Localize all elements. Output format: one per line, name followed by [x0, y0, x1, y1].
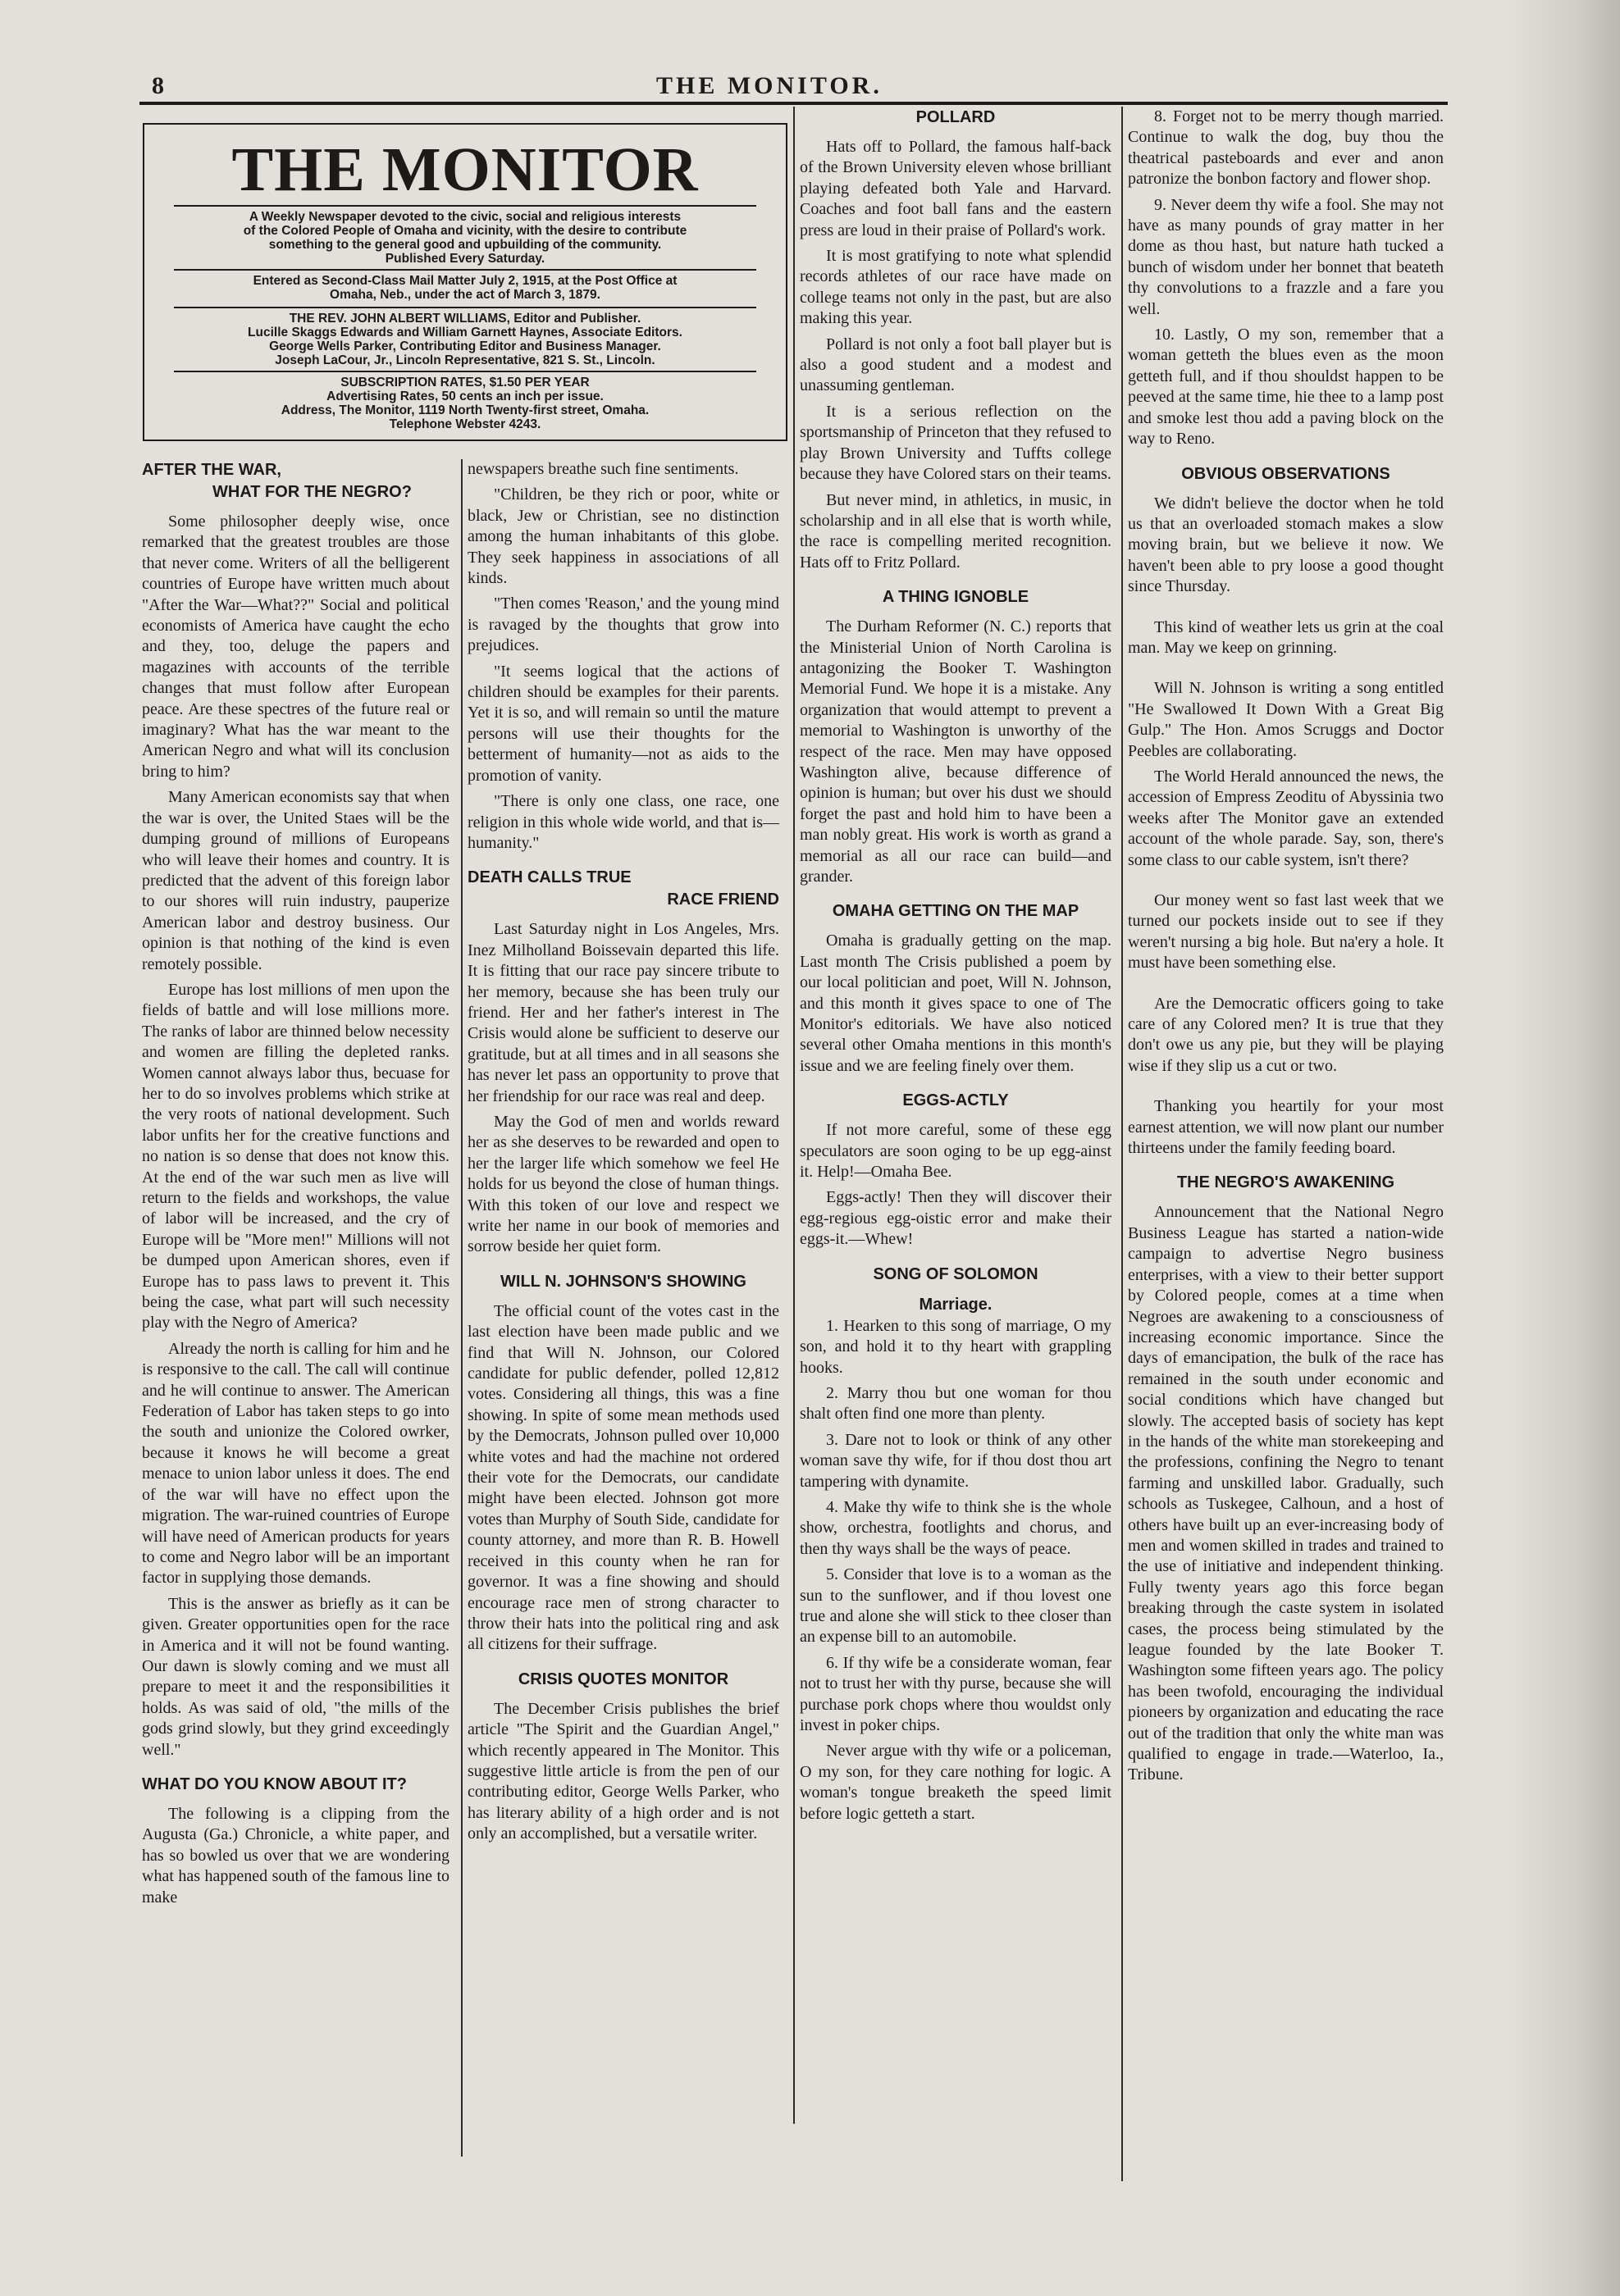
paragraph: The official count of the votes cast in the last election have been made public and we find that Will N. Johnson, our Colored candidate for public defender, polled 12,812 votes. Considering all things, this was a fine showing. In spite of some mean methods used by the Democrats, Johnson pulled over 10,000 white votes and had the machine not ordered their vote for the Democrats, our candidate might have been elected. Johnson got more votes than Murphy of South Side, candidate for county attorney, and more than R. B. Howell received in this county when he ran for governor. It was a fine showing and should encourage race men of strong character to throw their hats into the political ring and ask all citizens for their suffrage. — [468, 1301, 779, 1654]
paragraph: Hats off to Pollard, the famous half-back of the Brown University eleven whose brilliant playing defeated both Yale and Harvard. Coaches and foot ball fans and the eastern press are loud in their praise of Pollard's work. — [800, 138, 1111, 239]
paragraph: This is the answer as briefly as it can be given. Greater opportunities open for the race in America and it will not be found wanting. Our dawn is slowly coming and we must all prepare to meet it and the responsibilities it holds. As was said of old, "the mills of the gods grind slowly, but they grind exceedingly well." — [142, 1594, 449, 1759]
paragraph: The World Herald announced the news, the accession of Empress Zeoditu of Abyssinia two weeks after The Monitor gave an extended account of the whole parade. Say, son, there's some class to our cable system, isn't there? — [1128, 767, 1444, 869]
paragraph: Omaha is gradually getting on the map. Last month The Crisis published a poem by our local politician and poet, Will N. Johnson, and this month it gives space to one of The Monitor's editorials. We have also noticed several other Omaha mentions in this month's issue and we are feeling finely over them. — [800, 932, 1111, 1075]
paragraph: Are the Democratic officers going to take care of any Colored men? It is true that they don't owe us any pie, but they will be playing wise if they slip us a cut or two. — [1128, 994, 1444, 1075]
masthead-box — [143, 123, 787, 441]
paragraph: "Children, be they rich or poor, white or black, Jew or Christian, see no distinction among the human inhabitants of this globe. They seek happiness in associations of all kinds. — [468, 485, 779, 588]
masthead-subscription: SUBSCRIPTION RATES, $1.50 PER YEAR Advertising Rates, 50 cents an inch per issue. Address, The Monitor, 1119 North Twenty-first street, Omaha. Telephone Webster 4243. — [281, 376, 650, 431]
paragraph: 8. Forget not to be merry though married. Continue to walk the dog, buy thou the theatrical pasteboards and ever and anon patronize the bonbon factory and flower shop. — [1128, 107, 1444, 189]
paragraph: 6. If thy wife be a considerate woman, fear not to trust her with thy purse, because she will purchase pork chops where thou wouldst only invest in poker chips. — [800, 1653, 1111, 1734]
paragraph: "Then comes 'Reason,' and the young mind is ravaged by the thoughts that grow into prejudices. — [468, 594, 779, 655]
paragraph: But never mind, in athletics, in music, in scholarship and in all else that is worth while, the race is compelling merited recognition. Hats off to Fritz Pollard. — [800, 490, 1111, 572]
paragraph: We didn't believe the doctor when he told us that an overloaded stomach makes a slow moving brain, but we believe it now. We haven't been able to pry loose a good thought since Thursday. — [1128, 494, 1444, 596]
masthead-entry: Entered as Second-Class Mail Matter July 2, 1915, at the Post Office at Omaha, Neb., under the act of March 3, 1879. — [253, 274, 678, 302]
article-thing-ignoble — [800, 586, 1111, 887]
article-death-calls — [468, 867, 779, 1258]
masthead-rule — [174, 371, 756, 372]
headline: OBVIOUS OBSERVATIONS — [1181, 464, 1390, 483]
page-number: 8 — [152, 72, 164, 99]
headline: WHAT FOR THE NEGRO? — [212, 483, 412, 501]
paragraph: newspapers breathe such fine sentiments. — [468, 460, 739, 478]
column-rule — [793, 107, 795, 2124]
paragraph: Last Saturday night in Los Angeles, Mrs. Inez Milholland Boissevain departed this life. It is fitting that our race pay sincere tribute to her memory, because she has been truly our friend. Her and her father's interest in The Crisis would alone be sufficient to deserve our gratitude, but at all times and in all seasons she has never let pass an opportunity to prove that her friendship for our race was real and deep. — [468, 920, 779, 1105]
paragraph: 4. Make thy wife to think she is the whole show, orchestra, footlights and chorus, and then thy ways shall be the ways of peace. — [800, 1497, 1111, 1558]
paragraph: May the God of men and worlds reward her as she deserves to be rewarded and open to her the larger life which somehow we feel He holds for us beyond the close of human things. With this token of our love and respect we write her name in our book of memories and sorrow beside her quiet form. — [468, 1112, 779, 1256]
article-negros-awakening — [1128, 1172, 1444, 1785]
paragraph: Announcement that the National Negro Business League has started a nation-wide campaign to advertise Negro business enterprises, with a view to their better support by Colored people, comes at a time when Negroes are awakening to a consciousness of increasing economic importance. Since the days of emancipation, the bulk of the race has remained in the south under economic and social conditions which have changed but slowly. The accepted basis of society has kept in the hands of the white man storekeeping and the professions, confining the Negro to tenant farming and unskilled labor. Gradually, such schools as Tuskegee, Calhoun, and a host of others have built up an ever-increasing body of men and women skilled in trades and trained to the use of initiative and independent thinking. Fully twenty years ago this force began breaking through the caste system in isolated cases, the process being stimulated by the league founded by the late Booker T. Washington some fifteen years ago. The policy has been twofold, encouraging the individual pioneers by organization and educating the race out of the tradition that only the white man was qualified to engage in trade.—Waterloo, Ia., Tribune. — [1128, 1203, 1444, 1784]
paragraph: It is a serious reflection on the sportsmanship of Princeton that they refused to play Brown University and Tuffts college because they have Colored stars on their teams. — [800, 402, 1111, 484]
column-2 — [468, 459, 779, 1850]
headline: OMAHA GETTING ON THE MAP — [832, 902, 1079, 921]
paragraph: Europe has lost millions of men upon the fields of battle and will lose millions more. The ranks of labor are thinned below necessity and women are filling the depleted ranks. Women cannot always labor thus, becuase for her to do so involves problems which strike at the very roots of national development. Such labor unfits her for the creative functions and no nation is so dense that does not know this. At the end of the war such men as live will return to the fields and workshops, the value of labor will be increased, and the cry of Europe will be "More men!" Millions will not be dumped upon American shores, even if Europe has to pass laws to prevent it. This being the case, what part will such necessity play with the Negro of America? — [142, 980, 449, 1332]
paragraph: It is most gratifying to note what splendid records athletes of our race have made on college teams not only in the past, but are also making this year. — [800, 247, 1111, 328]
column-1 — [142, 459, 449, 1913]
headline: SONG OF SOLOMON — [873, 1264, 1038, 1283]
article-what-do-you-know — [142, 1774, 449, 1908]
article-crisis-quotes — [468, 1669, 779, 1845]
paragraph: The Durham Reformer (N. C.) reports that the Ministerial Union of North Carolina is antagonizing the Booker T. Washington Memorial Fund. We hope it is a mistake. Any organization that would attempt to prevent a memorial to Washington is unworthy of the respect of the race. Men may have opposed Washington alive, because difference of opinion is human; but over his dust we should forget the past and hold him to have been a man nobly great. His work is worth as grand a memorial as all our race can build—and grander. — [800, 617, 1111, 886]
masthead-rule — [174, 307, 756, 308]
paragraph: Thanking you heartily for your most earnest attention, we will now plant our number thirteens under the family feeding board. — [1128, 1097, 1444, 1158]
paragraph: Our money went so fast last week that we turned our pockets inside out to see if they weren't nursing a big hole. But na'ery a hole. It must have been something else. — [1128, 891, 1444, 973]
paragraph: Some philosopher deeply wise, once remarked that the greatest troubles are those that never come. Writers of all the belligerent countries of Europe have written much about "After the War—What??" Social and political economists of America have caught the echo and they, too, deluge the papers and magazines with accounts of the terrible changes that must follow after European peace. Are these spectres of the future real or imaginary? What has the war meant to the American Negro and what will its conclusion bring to him? — [142, 512, 449, 781]
running-head: THE MONITOR. — [656, 72, 883, 99]
paragraph: Many American economists say that when the war is over, the United Staes will be the dumping ground of millions of Europeans who will leave their homes and country. It is predicted that the advent of this foreign labor to our shores will ruin industry, pauperize American labor and destroy business. Our opinion is that nothing of the kind is even remotely possible. — [142, 788, 449, 973]
headline: WHAT DO YOU KNOW ABOUT IT? — [142, 1774, 407, 1793]
paragraph: 3. Dare not to look or think of any other woman save thy wife, for if thou dost thou art tampering with dynamite. — [800, 1430, 1111, 1491]
article-obvious-observations — [1128, 463, 1444, 1159]
masthead-rule — [174, 269, 756, 271]
paragraph: This kind of weather lets us grin at the coal man. May we keep on grinning. — [1128, 617, 1444, 657]
paragraph: Already the north is calling for him and he is responsive to the call. The call will continue and he will continue to answer. The American Federation of Labor has taken steps to go into the south and unionize the Colored owrker, because it knows he will become a great menace to union labor unless it does. The end of the war will have no effect upon the migration. The war-ruined countries of Europe will have need of American products for years to come and Negro labor will be an important factor in supplying those demands. — [142, 1339, 449, 1588]
headline: POLLARD — [915, 108, 996, 126]
column-4 — [1128, 107, 1444, 1791]
masthead-title: THE MONITOR — [231, 135, 699, 204]
article-after-the-war — [142, 459, 449, 1761]
paragraph: Pollard is not only a foot ball player but is also a good student and a modest and unassuming gentleman. — [800, 335, 1111, 395]
paragraph: 10. Lastly, O my son, remember that a woman getteth the blues even as the moon getteth full, and if thou shouldst happen to be peeved at the same time, hie thee to a lamp post and smoke lest thou add a paving block on the way to Reno. — [1128, 326, 1444, 449]
article-eggs-actly — [800, 1090, 1111, 1250]
masthead-description: A Weekly Newspaper devoted to the civic, social and religious interests of the Colored People of Omaha and vicinity, with the desire to contribute something to the general good and upbuilding of the community. Published Every Saturday. — [243, 210, 687, 266]
paragraph: If not more careful, some of these egg speculators are soon oging to be up egg-ainst it. Help!—Omaha Bee. — [800, 1121, 1111, 1182]
paragraph: The December Crisis publishes the brief article "The Spirit and the Guardian Angel," which recently appeared in The Monitor. This suggestive little article is from the pen of our contributing editor, George Wells Parker, who has literary ability of a high order and is not only an accomplished, but a versatile writer. — [468, 1699, 779, 1843]
paragraph: "It seems logical that the actions of children should be examples for their parents. Yet it is so, and will remain so until the mature persons will use their thoughts for the betterment of humanity—not as aids to the promotion of vanity. — [468, 662, 779, 785]
headline: RACE FRIEND — [667, 891, 779, 909]
paragraph: The following is a clipping from the Augusta (Ga.) Chronicle, a white paper, and has so bowled us over that we are wondering what has happened south of the famous line to make — [142, 1804, 449, 1906]
headline: EGGS-ACTLY — [902, 1091, 1009, 1110]
subheading: Marriage. — [919, 1295, 993, 1314]
masthead-staff: THE REV. JOHN ALBERT WILLIAMS, Editor and Publisher. Lucille Skaggs Edwards and William Garnett Haynes, Associate Editors. George Wells Parker, Contributing Editor and Business Manager. Joseph LaCour, Jr., Lincoln Representative, 821 S. St., Lincoln. — [248, 312, 682, 367]
article-omaha-map — [800, 900, 1111, 1077]
paragraph: "There is only one class, one race, one religion in this whole wide world, and that is—humanity." — [468, 792, 779, 852]
headline: CRISIS QUOTES MONITOR — [518, 1670, 729, 1688]
paragraph: 1. Hearken to this song of marriage, O my son, and hold it to thy heart with grappling hooks. — [800, 1316, 1111, 1377]
column-3 — [800, 107, 1111, 1829]
masthead-rule — [174, 205, 756, 207]
headline: WILL N. JOHNSON'S SHOWING — [500, 1272, 746, 1291]
article-pollard — [800, 107, 1111, 573]
paragraph: 2. Marry thou but one woman for thou shalt often find one more than plenty. — [800, 1383, 1111, 1424]
paragraph: Eggs-actly! Then they will discover their egg-regious egg-oistic error and make their eggs-it.—Whew! — [800, 1188, 1111, 1249]
paragraph: 9. Never deem thy wife a fool. She may not have as many pounds of gray matter in her dome as thou hast, but nature hath tucked a bunch of wisdom under her bonnet that beateth thy convolutions to a frazzle and a fare you well. — [1128, 195, 1444, 318]
article-song-of-solomon — [800, 1264, 1111, 1824]
column-rule — [461, 459, 463, 2157]
headline: AFTER THE WAR, — [142, 461, 281, 479]
paragraph: Will N. Johnson is writing a song entitled "He Swallowed It Down With a Great Big Gulp." The Hon. Amos Scruggs and Doctor Peebles are collaborating. — [1128, 679, 1444, 760]
column-rule — [1121, 107, 1123, 2181]
paragraph: 5. Consider that love is to a woman as the sun to the sunflower, and if thou lovest one true and alone she will stick to thee closer than an expense bill to an automobile. — [800, 1565, 1111, 1647]
headline: A THING IGNOBLE — [882, 588, 1029, 607]
header-rule — [139, 102, 1448, 105]
headline: THE NEGRO'S AWAKENING — [1176, 1173, 1395, 1192]
paragraph: Never argue with thy wife or a policeman, O my son, for they care nothing for logic. A woman's tongue breaketh the speed limit before logic getteth a start. — [800, 1742, 1111, 1823]
headline: DEATH CALLS TRUE — [468, 868, 632, 887]
article-johnson-showing — [468, 1271, 779, 1656]
